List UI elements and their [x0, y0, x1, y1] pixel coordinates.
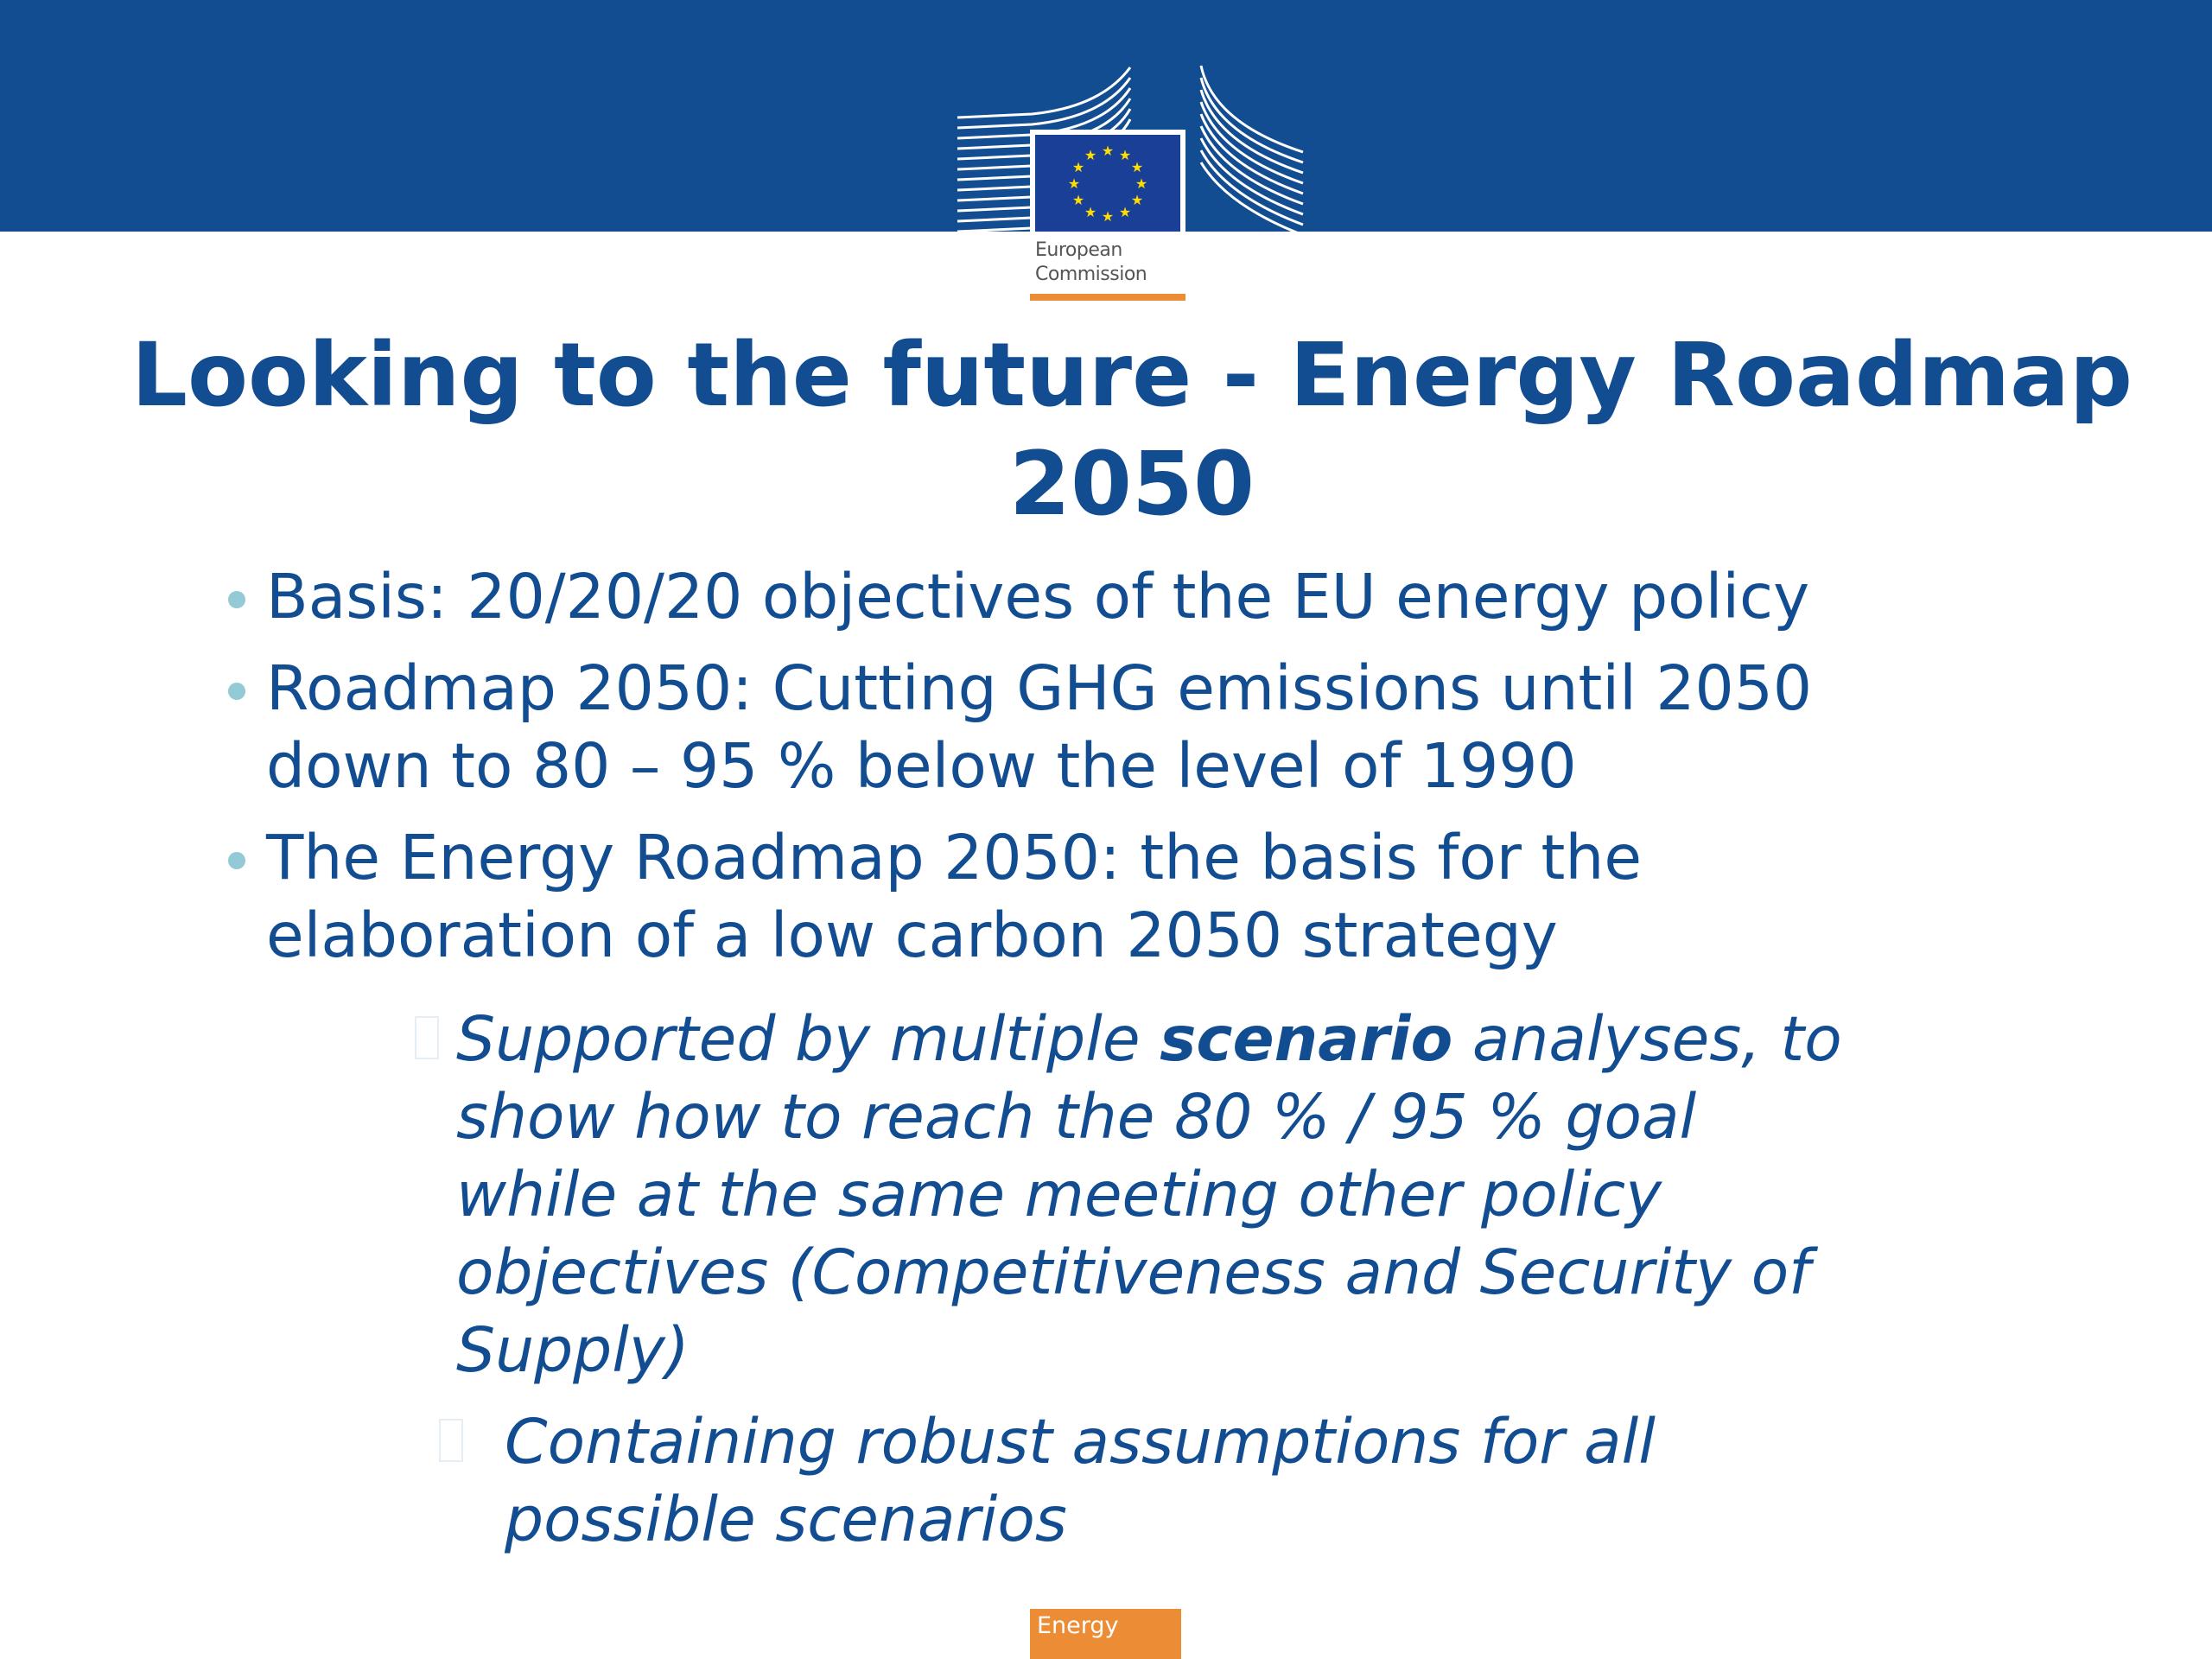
svg-text:★: ★	[1084, 204, 1097, 220]
logo-caption-line-1: European	[1035, 239, 1122, 261]
slide-title	[86, 321, 2177, 539]
bullet-item	[226, 819, 2006, 975]
bullet-text: The Energy Roadmap 2050: the basis for the	[266, 822, 1643, 893]
svg-text:★: ★	[1084, 147, 1097, 163]
bullet-item	[226, 558, 2006, 636]
logo-caption	[1035, 238, 1182, 287]
sub-bullet-suffix: analyses, to	[1452, 1003, 1842, 1075]
bullet-text: Roadmap 2050: Cutting GHG emissions until 2050	[266, 652, 1813, 724]
sub-bullet-marker-icon	[415, 1016, 439, 1059]
sub-bullet-item	[456, 1001, 2012, 1389]
logo-caption-line-2: Commission	[1035, 264, 1147, 285]
sub-bullet-item	[505, 1403, 1887, 1559]
bullet-dot-icon	[228, 591, 245, 608]
bullet-dot-icon	[228, 852, 245, 869]
bullet-item	[226, 650, 2006, 805]
sub-bullet-text: Containing robust assumptions for all	[505, 1406, 1656, 1478]
footer-tab-label: Energy	[1037, 1612, 1119, 1639]
svg-text:★: ★	[1101, 143, 1115, 159]
svg-text:★: ★	[1118, 204, 1132, 220]
sub-bullet-emphasis: scenario	[1160, 1003, 1453, 1075]
sub-bullet-marker-icon	[439, 1419, 463, 1462]
bullet-dot-icon	[228, 683, 245, 700]
svg-text:★: ★	[1101, 208, 1115, 225]
svg-text:★: ★	[1130, 192, 1144, 208]
svg-text:★: ★	[1130, 159, 1144, 175]
svg-text:★: ★	[1071, 192, 1085, 208]
bullet-text: down to 80 – 95 % below the level of 1990	[266, 730, 1577, 802]
slide-title-line-2: 2050	[1009, 433, 1255, 536]
slide-title-line-1: Looking to the future - Energy Roadmap	[130, 324, 2133, 427]
svg-text:★: ★	[1071, 159, 1085, 175]
sub-bullet-prefix: Supported by multiple	[456, 1003, 1160, 1075]
svg-text:★: ★	[1135, 175, 1148, 192]
sub-bullet-first-line	[456, 1001, 2012, 1078]
bullet-text: elaboration of a low carbon 2050 strategy	[266, 899, 1558, 971]
svg-text:★: ★	[1118, 147, 1132, 163]
sub-bullet-text: show how to reach the 80 % / 95 % goal	[456, 1081, 1697, 1153]
bullet-text: Basis: 20/20/20 objectives of the EU energy policy	[266, 561, 1810, 632]
footer-energy-tab	[1030, 1609, 1181, 1659]
sub-bullet-text: while at the same meeting other policy	[456, 1159, 1662, 1230]
sub-bullet-text: objectives (Competitiveness and Security of	[456, 1236, 1811, 1308]
sub-bullet-text: possible scenarios	[505, 1484, 1067, 1555]
sub-bullet-text: Supply)	[456, 1314, 690, 1386]
svg-text:★: ★	[1067, 175, 1081, 192]
bullet-list	[226, 558, 2006, 988]
